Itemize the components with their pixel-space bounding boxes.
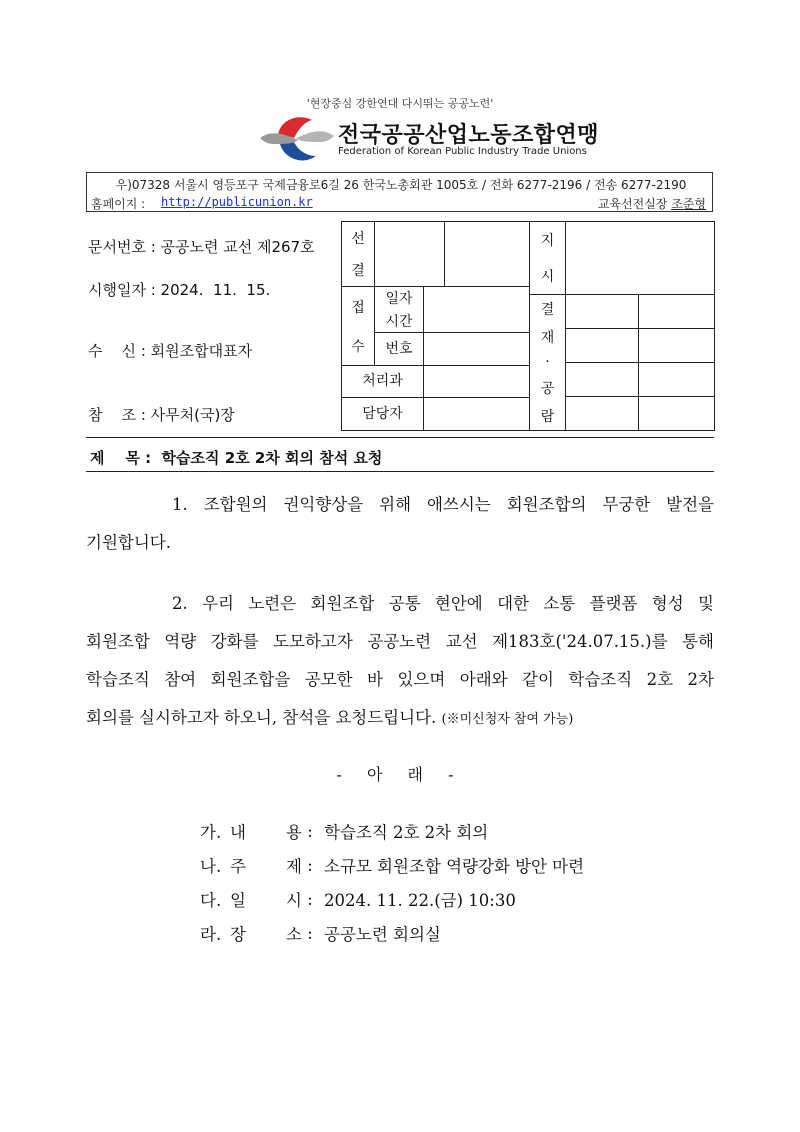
reference: 참 조 : 사무처(국)장 xyxy=(88,406,235,424)
su-label: 수 xyxy=(351,338,365,355)
item-separator: : xyxy=(302,923,313,943)
gyeol-label: 결 xyxy=(351,263,365,279)
ram-label: 람 xyxy=(540,409,555,426)
item-label-char: 내 xyxy=(230,823,246,842)
seon-gyeol-box-2 xyxy=(444,221,530,287)
jae-label: 재 xyxy=(540,329,555,346)
item-label-char: 장 xyxy=(230,925,246,944)
gyeoljae-box-4 xyxy=(638,328,715,363)
item-label-char: 소 xyxy=(286,925,302,944)
item-label-char: 주 xyxy=(230,857,246,876)
gyeol2-label: 결 xyxy=(540,301,555,318)
doc-number: 문서번호 : 공공노련 교선 제267호 xyxy=(88,238,315,256)
gyeoljae-box-2 xyxy=(638,294,715,329)
detail-item-datetime xyxy=(200,882,584,916)
logo-blue-shape xyxy=(280,142,316,160)
item-label-char: 용 xyxy=(286,823,302,842)
seon-gyeol-cell xyxy=(341,221,375,287)
para2-line: 학습조직 참여 회원조합을 공모한 바 있으며 아래와 같이 학습조직 2호 2차 xyxy=(86,670,714,689)
beonho-label: 번호 xyxy=(374,332,424,366)
gong-label: 공 xyxy=(540,381,555,398)
detail-item-content xyxy=(200,814,584,848)
ji-label: 지 xyxy=(540,233,555,249)
address-box xyxy=(86,172,713,212)
para2-line: 회원조합 역량 강화를 도모하고자 공공노련 교선 제183호('24.07.15.)를 통해 xyxy=(86,632,714,651)
item-label-char: 제 xyxy=(286,857,302,876)
para2-line-last xyxy=(86,699,714,739)
paragraph-1 xyxy=(86,486,714,562)
item-label xyxy=(230,887,302,911)
beonho-value xyxy=(423,332,530,366)
logo-gray-hand-right xyxy=(296,131,334,142)
gyeoljae-box-1 xyxy=(565,294,639,329)
item-marker: 라. xyxy=(200,925,222,944)
item-marker: 다. xyxy=(200,891,222,910)
details-list xyxy=(200,814,584,950)
contact-title: 교육선전실장 xyxy=(597,197,668,211)
seon-gyeol-box-1 xyxy=(374,221,445,287)
sigan-label: 시간 xyxy=(385,313,413,330)
para1-line: 기원합니다. xyxy=(86,533,171,552)
dot-label: · xyxy=(545,354,550,371)
item-marker: 나. xyxy=(200,857,222,876)
damdangja-value xyxy=(423,397,530,431)
subject-line: 제 목 : 학습조직 2호 2차 회의 참석 요청 xyxy=(90,449,383,467)
item-separator: : xyxy=(302,821,313,841)
item-label xyxy=(230,853,302,877)
item-label xyxy=(230,921,302,945)
para2-line-text: 회의를 실시하고자 하오니, 참석을 요청드립니다. xyxy=(86,708,437,727)
detail-item-place xyxy=(200,916,584,950)
para1-line: 1. 조합원의 권익향상을 위해 애쓰시는 회원조합의 무궁한 발전을 xyxy=(172,495,714,514)
ji-si-box xyxy=(565,221,715,295)
gyeoljae-box-8 xyxy=(638,396,715,431)
org-name: 전국공공산업노동조합연맹 xyxy=(338,123,600,148)
homepage-label: 홈페이지 : xyxy=(91,197,146,211)
si-label: 시 xyxy=(540,269,555,285)
detail-item-topic xyxy=(200,848,584,882)
item-label-char: 일 xyxy=(230,891,246,910)
item-label xyxy=(230,819,302,843)
gyeoljae-box-5 xyxy=(565,362,639,397)
jeop-su-cell xyxy=(341,286,375,366)
item-value: 공공노련 회의실 xyxy=(324,925,441,944)
paragraph-2 xyxy=(86,585,714,739)
address-line: 우)07328 서울시 영등포구 국제금융로6길 26 한국노총회관 1005호 / 전화 6277-2196 / 전송 6277-2190 xyxy=(115,178,687,192)
arae-heading: - 아 래 - xyxy=(336,765,464,784)
gyeoljae-gongram-cell xyxy=(529,294,566,431)
para2-line: 2. 우리 노련은 회원조합 공통 현안에 대한 소통 플랫폼 형성 및 xyxy=(172,594,714,613)
subject-rule-top xyxy=(86,437,714,438)
union-logo xyxy=(258,110,336,166)
recipient: 수 신 : 회원조합대표자 xyxy=(88,342,253,360)
item-value: 학습조직 2호 2차 회의 xyxy=(324,823,489,842)
cheorigwa-value xyxy=(423,365,530,398)
item-separator: : xyxy=(302,889,313,909)
ilja-label: 일자 xyxy=(385,291,413,308)
jeop-label: 접 xyxy=(351,299,365,316)
gyeoljae-box-6 xyxy=(638,362,715,397)
para2-note: (※미신청자 참여 가능) xyxy=(441,712,574,727)
contact-person xyxy=(598,195,706,212)
ji-si-cell xyxy=(529,221,566,295)
issue-date: 시행일자 : 2024. 11. 15. xyxy=(88,281,271,299)
gyeoljae-box-3 xyxy=(565,328,639,363)
item-label-char: 시 xyxy=(286,891,302,910)
cheorigwa-label: 처리과 xyxy=(341,365,424,398)
item-value: 2024. 11. 22.(금) 10:30 xyxy=(324,891,516,910)
subject-rule-bottom xyxy=(86,471,714,472)
item-value: 소규모 회원조합 역량강화 방안 마련 xyxy=(324,857,585,876)
slogan: '현장중심 강한연대 다시뛰는 공공노련' xyxy=(306,97,494,110)
damdangja-label: 담당자 xyxy=(341,397,424,431)
gyeoljae-box-7 xyxy=(565,396,639,431)
ilja-sigan-value xyxy=(423,286,530,333)
ilja-sigan-label xyxy=(374,286,424,333)
org-name-en: Federation of Korean Public Industry Trade Unions xyxy=(338,146,587,157)
item-marker: 가. xyxy=(200,823,222,842)
homepage-link[interactable]: http://publicunion.kr xyxy=(161,195,313,209)
item-separator: : xyxy=(302,855,313,875)
seon-label: 선 xyxy=(351,231,365,247)
contact-name: 조준형 xyxy=(671,197,706,211)
